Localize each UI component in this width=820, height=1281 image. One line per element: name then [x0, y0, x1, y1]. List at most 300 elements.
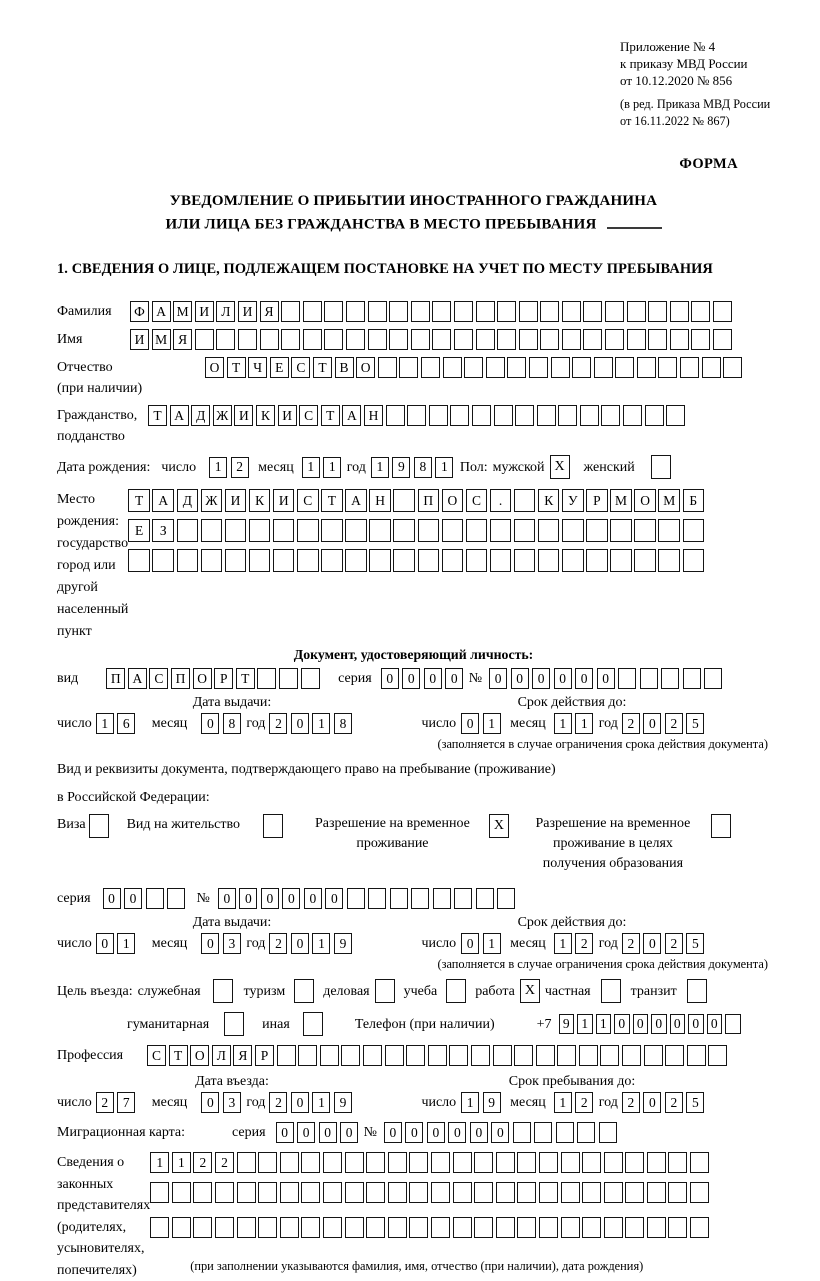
char-box[interactable]: [725, 1014, 741, 1034]
char-box[interactable]: [577, 1122, 595, 1143]
char-box[interactable]: 0: [201, 933, 219, 954]
char-box[interactable]: 0: [319, 1122, 337, 1143]
entry-month-input[interactable]: [201, 1092, 244, 1113]
char-box[interactable]: [409, 1217, 428, 1238]
char-box[interactable]: [683, 668, 701, 689]
char-box[interactable]: 0: [597, 668, 615, 689]
char-box[interactable]: [301, 1217, 320, 1238]
char-box[interactable]: [599, 1122, 617, 1143]
char-box[interactable]: М: [152, 329, 171, 350]
char-box[interactable]: 0: [340, 1122, 358, 1143]
representatives-row1-input[interactable]: [150, 1152, 711, 1173]
char-box[interactable]: 0: [291, 1092, 309, 1113]
char-box[interactable]: [346, 329, 365, 350]
char-box[interactable]: [321, 519, 343, 542]
purpose-humanitarian-checkbox[interactable]: [224, 1012, 244, 1036]
char-box[interactable]: 0: [261, 888, 279, 909]
char-box[interactable]: [583, 301, 602, 322]
char-box[interactable]: [454, 301, 473, 322]
char-box[interactable]: 0: [651, 1014, 667, 1034]
char-box[interactable]: [517, 1217, 536, 1238]
char-box[interactable]: [582, 1152, 601, 1173]
char-box[interactable]: 9: [334, 1092, 352, 1113]
char-box[interactable]: 2: [622, 933, 640, 954]
char-box[interactable]: [301, 668, 320, 689]
citizenship-input[interactable]: [148, 405, 688, 426]
doc-expiry-year-input[interactable]: [622, 713, 708, 734]
char-box[interactable]: [625, 1152, 644, 1173]
char-box[interactable]: [345, 1217, 364, 1238]
birth-place-row3-input[interactable]: [128, 549, 706, 572]
char-box[interactable]: 9: [334, 933, 352, 954]
char-box[interactable]: М: [658, 489, 680, 512]
sex-female-checkbox[interactable]: [651, 455, 671, 479]
char-box[interactable]: [670, 329, 689, 350]
char-box[interactable]: [580, 405, 599, 426]
char-box[interactable]: [431, 1217, 450, 1238]
char-box[interactable]: 2: [193, 1152, 212, 1173]
char-box[interactable]: [368, 329, 387, 350]
stay-year-input[interactable]: [622, 1092, 708, 1113]
char-box[interactable]: 8: [414, 457, 432, 478]
char-box[interactable]: Т: [227, 357, 246, 378]
char-box[interactable]: 8: [223, 713, 241, 734]
doc-issue-year-input[interactable]: [269, 713, 355, 734]
birth-year-input[interactable]: [371, 457, 457, 478]
char-box[interactable]: 5: [686, 713, 704, 734]
char-box[interactable]: [551, 357, 570, 378]
profession-input[interactable]: [147, 1045, 730, 1066]
char-box[interactable]: [279, 668, 298, 689]
char-box[interactable]: 5: [686, 1092, 704, 1113]
char-box[interactable]: [324, 329, 343, 350]
char-box[interactable]: [303, 301, 322, 322]
birth-month-input[interactable]: [302, 457, 345, 478]
char-box[interactable]: Т: [321, 405, 340, 426]
char-box[interactable]: Т: [128, 489, 150, 512]
char-box[interactable]: С: [147, 1045, 166, 1066]
char-box[interactable]: А: [128, 668, 147, 689]
char-box[interactable]: [471, 1045, 490, 1066]
char-box[interactable]: [472, 405, 491, 426]
char-box[interactable]: 0: [402, 668, 420, 689]
char-box[interactable]: 2: [575, 1092, 593, 1113]
char-box[interactable]: Я: [173, 329, 192, 350]
char-box[interactable]: 2: [269, 713, 287, 734]
char-box[interactable]: 0: [424, 668, 442, 689]
char-box[interactable]: [385, 1045, 404, 1066]
char-box[interactable]: Б: [683, 489, 705, 512]
char-box[interactable]: Р: [586, 489, 608, 512]
temp-permit-checkbox[interactable]: X: [489, 814, 509, 838]
char-box[interactable]: [258, 1182, 277, 1203]
char-box[interactable]: Ж: [201, 489, 223, 512]
char-box[interactable]: [627, 329, 646, 350]
char-box[interactable]: 0: [201, 1092, 219, 1113]
char-box[interactable]: 1: [483, 933, 501, 954]
char-box[interactable]: [486, 357, 505, 378]
doc-series-input[interactable]: [381, 668, 467, 689]
entry-day-input[interactable]: [96, 1092, 139, 1113]
char-box[interactable]: [514, 519, 536, 542]
char-box[interactable]: [323, 1182, 342, 1203]
char-box[interactable]: 9: [392, 457, 410, 478]
char-box[interactable]: К: [538, 489, 560, 512]
char-box[interactable]: [561, 1152, 580, 1173]
char-box[interactable]: С: [291, 357, 310, 378]
char-box[interactable]: [466, 519, 488, 542]
char-box[interactable]: [303, 329, 322, 350]
char-box[interactable]: 0: [554, 668, 572, 689]
char-box[interactable]: Д: [191, 405, 210, 426]
char-box[interactable]: [321, 549, 343, 572]
char-box[interactable]: [442, 549, 464, 572]
char-box[interactable]: 9: [559, 1014, 575, 1034]
char-box[interactable]: 0: [461, 933, 479, 954]
char-box[interactable]: [519, 329, 538, 350]
surname-input[interactable]: [130, 301, 735, 322]
char-box[interactable]: 0: [643, 1092, 661, 1113]
char-box[interactable]: [517, 1152, 536, 1173]
char-box[interactable]: [519, 301, 538, 322]
char-box[interactable]: Е: [128, 519, 150, 542]
char-box[interactable]: А: [152, 489, 174, 512]
char-box[interactable]: [257, 668, 276, 689]
char-box[interactable]: 0: [427, 1122, 445, 1143]
char-box[interactable]: [558, 405, 577, 426]
char-box[interactable]: Т: [236, 668, 255, 689]
char-box[interactable]: 0: [448, 1122, 466, 1143]
char-box[interactable]: [320, 1045, 339, 1066]
char-box[interactable]: К: [249, 489, 271, 512]
char-box[interactable]: [637, 357, 656, 378]
char-box[interactable]: [691, 301, 710, 322]
char-box[interactable]: [605, 301, 624, 322]
char-box[interactable]: [369, 549, 391, 572]
char-box[interactable]: [540, 329, 559, 350]
char-box[interactable]: 3: [223, 933, 241, 954]
char-box[interactable]: [249, 549, 271, 572]
char-box[interactable]: [297, 549, 319, 572]
char-box[interactable]: [369, 519, 391, 542]
char-box[interactable]: 1: [554, 713, 572, 734]
char-box[interactable]: [670, 301, 689, 322]
char-box[interactable]: [298, 1045, 317, 1066]
char-box[interactable]: [260, 329, 279, 350]
doc-issue-month-input[interactable]: [201, 713, 244, 734]
char-box[interactable]: [647, 1182, 666, 1203]
doc-type-input[interactable]: [106, 668, 322, 689]
char-box[interactable]: [172, 1217, 191, 1238]
char-box[interactable]: [237, 1217, 256, 1238]
char-box[interactable]: [281, 329, 300, 350]
char-box[interactable]: О: [193, 668, 212, 689]
char-box[interactable]: Я: [260, 301, 279, 322]
char-box[interactable]: [493, 1045, 512, 1066]
char-box[interactable]: 0: [489, 668, 507, 689]
char-box[interactable]: Т: [321, 489, 343, 512]
char-box[interactable]: [453, 1152, 472, 1173]
char-box[interactable]: 0: [201, 713, 219, 734]
char-box[interactable]: [494, 405, 513, 426]
char-box[interactable]: [690, 1152, 709, 1173]
char-box[interactable]: [393, 549, 415, 572]
sex-male-checkbox[interactable]: X: [550, 455, 570, 479]
char-box[interactable]: 0: [291, 713, 309, 734]
char-box[interactable]: 1: [302, 457, 320, 478]
char-box[interactable]: [661, 668, 679, 689]
char-box[interactable]: Е: [270, 357, 289, 378]
char-box[interactable]: [557, 1045, 576, 1066]
char-box[interactable]: [690, 1182, 709, 1203]
char-box[interactable]: [411, 888, 429, 909]
representatives-row2-input[interactable]: [150, 1182, 711, 1203]
char-box[interactable]: 0: [461, 713, 479, 734]
name-input[interactable]: [130, 329, 735, 350]
mig-number-input[interactable]: [384, 1122, 621, 1143]
char-box[interactable]: [432, 301, 451, 322]
char-box[interactable]: 0: [103, 888, 121, 909]
char-box[interactable]: [167, 888, 185, 909]
char-box[interactable]: 2: [231, 457, 249, 478]
char-box[interactable]: [449, 1045, 468, 1066]
char-box[interactable]: 2: [269, 1092, 287, 1113]
char-box[interactable]: 1: [577, 1014, 593, 1034]
char-box[interactable]: [539, 1182, 558, 1203]
birth-place-row1-input[interactable]: [128, 489, 706, 512]
char-box[interactable]: К: [256, 405, 275, 426]
char-box[interactable]: [347, 888, 365, 909]
char-box[interactable]: 1: [312, 933, 330, 954]
char-box[interactable]: Н: [364, 405, 383, 426]
char-box[interactable]: [604, 1182, 623, 1203]
char-box[interactable]: 2: [665, 933, 683, 954]
mig-series-input[interactable]: [276, 1122, 362, 1143]
purpose-transit-checkbox[interactable]: [687, 979, 707, 1003]
char-box[interactable]: [702, 357, 721, 378]
visa-checkbox[interactable]: [89, 814, 109, 838]
char-box[interactable]: [281, 301, 300, 322]
char-box[interactable]: [237, 1182, 256, 1203]
birth-day-input[interactable]: [209, 457, 252, 478]
char-box[interactable]: [418, 549, 440, 572]
char-box[interactable]: 0: [707, 1014, 723, 1034]
char-box[interactable]: [345, 519, 367, 542]
char-box[interactable]: [433, 888, 451, 909]
char-box[interactable]: [634, 519, 656, 542]
char-box[interactable]: [193, 1182, 212, 1203]
char-box[interactable]: 0: [643, 933, 661, 954]
char-box[interactable]: [610, 549, 632, 572]
char-box[interactable]: И: [238, 301, 257, 322]
char-box[interactable]: 0: [218, 888, 236, 909]
char-box[interactable]: 9: [483, 1092, 501, 1113]
char-box[interactable]: 2: [665, 713, 683, 734]
char-box[interactable]: [249, 519, 271, 542]
char-box[interactable]: [172, 1182, 191, 1203]
char-box[interactable]: [490, 519, 512, 542]
char-box[interactable]: [177, 519, 199, 542]
char-box[interactable]: [238, 329, 257, 350]
char-box[interactable]: Р: [255, 1045, 274, 1066]
char-box[interactable]: 0: [511, 668, 529, 689]
char-box[interactable]: Н: [369, 489, 391, 512]
char-box[interactable]: [497, 301, 516, 322]
char-box[interactable]: [690, 1217, 709, 1238]
char-box[interactable]: [496, 1182, 515, 1203]
char-box[interactable]: [442, 519, 464, 542]
char-box[interactable]: [399, 357, 418, 378]
char-box[interactable]: 5: [686, 933, 704, 954]
purpose-work-checkbox[interactable]: X: [520, 979, 540, 1003]
char-box[interactable]: Т: [169, 1045, 188, 1066]
char-box[interactable]: [615, 357, 634, 378]
char-box[interactable]: 0: [239, 888, 257, 909]
char-box[interactable]: [429, 405, 448, 426]
purpose-study-checkbox[interactable]: [446, 979, 466, 1003]
char-box[interactable]: О: [442, 489, 464, 512]
char-box[interactable]: [604, 1217, 623, 1238]
char-box[interactable]: [341, 1045, 360, 1066]
char-box[interactable]: 3: [223, 1092, 241, 1113]
permit-issue-month-input[interactable]: [201, 933, 244, 954]
purpose-other-checkbox[interactable]: [303, 1012, 323, 1036]
char-box[interactable]: И: [130, 329, 149, 350]
char-box[interactable]: 1: [117, 933, 135, 954]
char-box[interactable]: [514, 1045, 533, 1066]
permit-issue-day-input[interactable]: [96, 933, 139, 954]
char-box[interactable]: [618, 668, 636, 689]
char-box[interactable]: С: [297, 489, 319, 512]
char-box[interactable]: О: [205, 357, 224, 378]
char-box[interactable]: [237, 1152, 256, 1173]
char-box[interactable]: 0: [282, 888, 300, 909]
char-box[interactable]: [453, 1182, 472, 1203]
char-box[interactable]: [258, 1217, 277, 1238]
char-box[interactable]: 0: [491, 1122, 509, 1143]
char-box[interactable]: [474, 1152, 493, 1173]
char-box[interactable]: [514, 489, 536, 512]
char-box[interactable]: 1: [554, 1092, 572, 1113]
char-box[interactable]: 0: [614, 1014, 630, 1034]
char-box[interactable]: [665, 1045, 684, 1066]
char-box[interactable]: [713, 301, 732, 322]
char-box[interactable]: [507, 357, 526, 378]
char-box[interactable]: [388, 1152, 407, 1173]
char-box[interactable]: [215, 1182, 234, 1203]
char-box[interactable]: [411, 329, 430, 350]
char-box[interactable]: 1: [312, 713, 330, 734]
char-box[interactable]: [450, 405, 469, 426]
char-box[interactable]: [195, 329, 214, 350]
char-box[interactable]: [683, 519, 705, 542]
char-box[interactable]: [723, 357, 742, 378]
char-box[interactable]: [586, 549, 608, 572]
char-box[interactable]: 0: [291, 933, 309, 954]
char-box[interactable]: [648, 301, 667, 322]
char-box[interactable]: [556, 1122, 574, 1143]
char-box[interactable]: [540, 301, 559, 322]
char-box[interactable]: [146, 888, 164, 909]
char-box[interactable]: [345, 1152, 364, 1173]
char-box[interactable]: [407, 405, 426, 426]
char-box[interactable]: [647, 1217, 666, 1238]
char-box[interactable]: З: [152, 519, 174, 542]
char-box[interactable]: [537, 405, 556, 426]
char-box[interactable]: 1: [209, 457, 227, 478]
char-box[interactable]: О: [190, 1045, 209, 1066]
stay-month-input[interactable]: [554, 1092, 597, 1113]
char-box[interactable]: [464, 357, 483, 378]
char-box[interactable]: [280, 1182, 299, 1203]
permit-series-input[interactable]: [103, 888, 189, 909]
char-box[interactable]: [579, 1045, 598, 1066]
char-box[interactable]: [225, 519, 247, 542]
char-box[interactable]: [454, 888, 472, 909]
purpose-private-checkbox[interactable]: [601, 979, 621, 1003]
char-box[interactable]: [177, 549, 199, 572]
permit-expiry-day-input[interactable]: [461, 933, 504, 954]
char-box[interactable]: [428, 1045, 447, 1066]
char-box[interactable]: Ч: [248, 357, 267, 378]
char-box[interactable]: [363, 1045, 382, 1066]
char-box[interactable]: [301, 1152, 320, 1173]
char-box[interactable]: С: [299, 405, 318, 426]
char-box[interactable]: И: [195, 301, 214, 322]
char-box[interactable]: 0: [384, 1122, 402, 1143]
char-box[interactable]: [324, 301, 343, 322]
purpose-business-checkbox[interactable]: [375, 979, 395, 1003]
char-box[interactable]: [497, 329, 516, 350]
char-box[interactable]: М: [610, 489, 632, 512]
char-box[interactable]: [623, 405, 642, 426]
char-box[interactable]: [280, 1217, 299, 1238]
birth-place-row2-input[interactable]: [128, 519, 706, 542]
char-box[interactable]: [515, 405, 534, 426]
char-box[interactable]: 0: [297, 1122, 315, 1143]
char-box[interactable]: [366, 1217, 385, 1238]
char-box[interactable]: И: [234, 405, 253, 426]
char-box[interactable]: [432, 329, 451, 350]
permit-expiry-month-input[interactable]: [554, 933, 597, 954]
char-box[interactable]: Л: [212, 1045, 231, 1066]
char-box[interactable]: [625, 1182, 644, 1203]
char-box[interactable]: [193, 1217, 212, 1238]
char-box[interactable]: Д: [177, 489, 199, 512]
char-box[interactable]: [634, 549, 656, 572]
char-box[interactable]: [668, 1217, 687, 1238]
char-box[interactable]: А: [170, 405, 189, 426]
char-box[interactable]: 6: [117, 713, 135, 734]
char-box[interactable]: [561, 1182, 580, 1203]
char-box[interactable]: [454, 329, 473, 350]
char-box[interactable]: [680, 357, 699, 378]
char-box[interactable]: [323, 1152, 342, 1173]
char-box[interactable]: [150, 1182, 169, 1203]
char-box[interactable]: [529, 357, 548, 378]
char-box[interactable]: М: [173, 301, 192, 322]
char-box[interactable]: [601, 405, 620, 426]
char-box[interactable]: 0: [124, 888, 142, 909]
char-box[interactable]: [409, 1182, 428, 1203]
char-box[interactable]: [586, 519, 608, 542]
char-box[interactable]: [393, 489, 415, 512]
char-box[interactable]: [644, 1045, 663, 1066]
char-box[interactable]: 0: [405, 1122, 423, 1143]
char-box[interactable]: [562, 329, 581, 350]
char-box[interactable]: [443, 357, 462, 378]
char-box[interactable]: [648, 329, 667, 350]
